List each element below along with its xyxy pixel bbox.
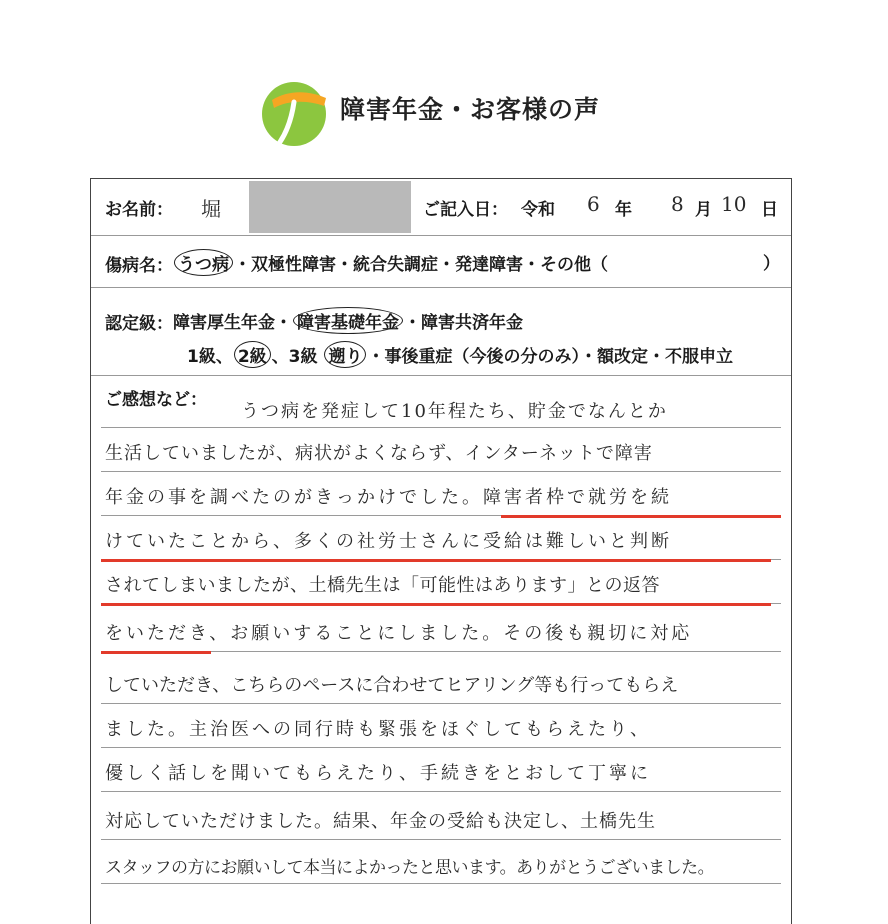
comment-line: 生活していましたが、病状がよくならず、インターネットで障害 (105, 443, 653, 464)
date-year: 6 (587, 192, 600, 216)
date-day-unit: 日 (761, 200, 778, 220)
comment-line: されてしまいましたが、土橋先生は「可能性はあります」との返答 (105, 575, 660, 596)
ruled-line (101, 747, 781, 748)
feedback-form (90, 178, 792, 924)
ruled-line (101, 839, 781, 840)
comment-line: 年金の事を調べたのがきっかけでした。障害者枠で就労を続 (105, 487, 672, 508)
page-title: 障害年金・お客様の声 (340, 95, 601, 124)
grade-pension-types (173, 307, 523, 334)
name-value: 堀 (201, 197, 221, 221)
comment-line: 優しく話しを聞いてもらえたり、手続きをとおして丁寧に (105, 763, 651, 784)
red-underline (501, 515, 781, 518)
disease-close-paren: ） (763, 254, 780, 274)
comments-section (91, 375, 791, 915)
grade-other-claims: ・事後重症（今後の分のみ）・額改定・不服申立 (367, 347, 733, 367)
disease-other-options: ・双極性障害・統合失調症・発達障害・その他（ (234, 255, 608, 275)
grade-level-3: 、3級 (271, 347, 318, 367)
page-header (258, 76, 678, 156)
comment-line: スタッフの方にお願いして本当によかったと思います。ありがとうございました。 (105, 858, 715, 878)
grade-label: 認定級： (105, 314, 173, 334)
ruled-line (101, 791, 781, 792)
red-underline (101, 651, 211, 654)
disease-row (91, 235, 791, 288)
disease-label: 傷病名： (105, 256, 173, 276)
ruled-line (101, 703, 781, 704)
comment-line: けていたことから、多くの社労士さんに受給は難しいと判断 (105, 531, 672, 552)
grade-sep: ・ (275, 313, 292, 333)
brand-logo-icon (258, 76, 330, 148)
name-row (91, 179, 791, 236)
date-day: 10 (721, 192, 747, 216)
grade-levels (187, 341, 733, 368)
date-month-unit: 月 (695, 200, 712, 220)
red-underline (101, 559, 771, 562)
date-era: 令和 (521, 200, 555, 220)
comment-line: 対応していただけました。結果、年金の受給も決定し、土橋先生 (105, 811, 656, 832)
comment-line: ました。主治医への同行時も緊張をほぐしてもらえたり、 (105, 719, 651, 740)
date-month: 8 (671, 192, 684, 216)
disease-options (173, 249, 608, 276)
disease-selected: うつ病 (174, 249, 233, 276)
grade-option-basic-selected: 障害基礎年金 (293, 307, 403, 334)
comment-line: していただき、こちらのペースに合わせてヒアリング等も行ってもらえ (105, 675, 679, 696)
grade-row (91, 287, 791, 376)
date-label: ご記入日： (423, 200, 508, 220)
grade-sep: ・ (404, 313, 421, 333)
comment-line: をいただき、お願いすることにしました。その後も親切に対応 (105, 623, 693, 644)
name-label: お名前： (105, 200, 173, 220)
grade-level-2-selected: 2級 (234, 341, 271, 368)
comments-label: ご感想など： (105, 390, 207, 410)
grade-retroactive-selected: 遡り (324, 341, 366, 368)
comment-line: うつ病を発症して10年程たち、貯金でなんとか (241, 401, 668, 422)
grade-level-1: 1級、 (187, 347, 233, 367)
grade-option-mutual: 障害共済年金 (421, 313, 523, 333)
redacted-name (249, 181, 411, 233)
ruled-line (101, 427, 781, 428)
red-underline (101, 603, 771, 606)
ruled-line (101, 471, 781, 472)
ruled-line (101, 883, 781, 884)
date-year-unit: 年 (615, 200, 632, 220)
grade-option-welfare: 障害厚生年金 (173, 313, 275, 333)
